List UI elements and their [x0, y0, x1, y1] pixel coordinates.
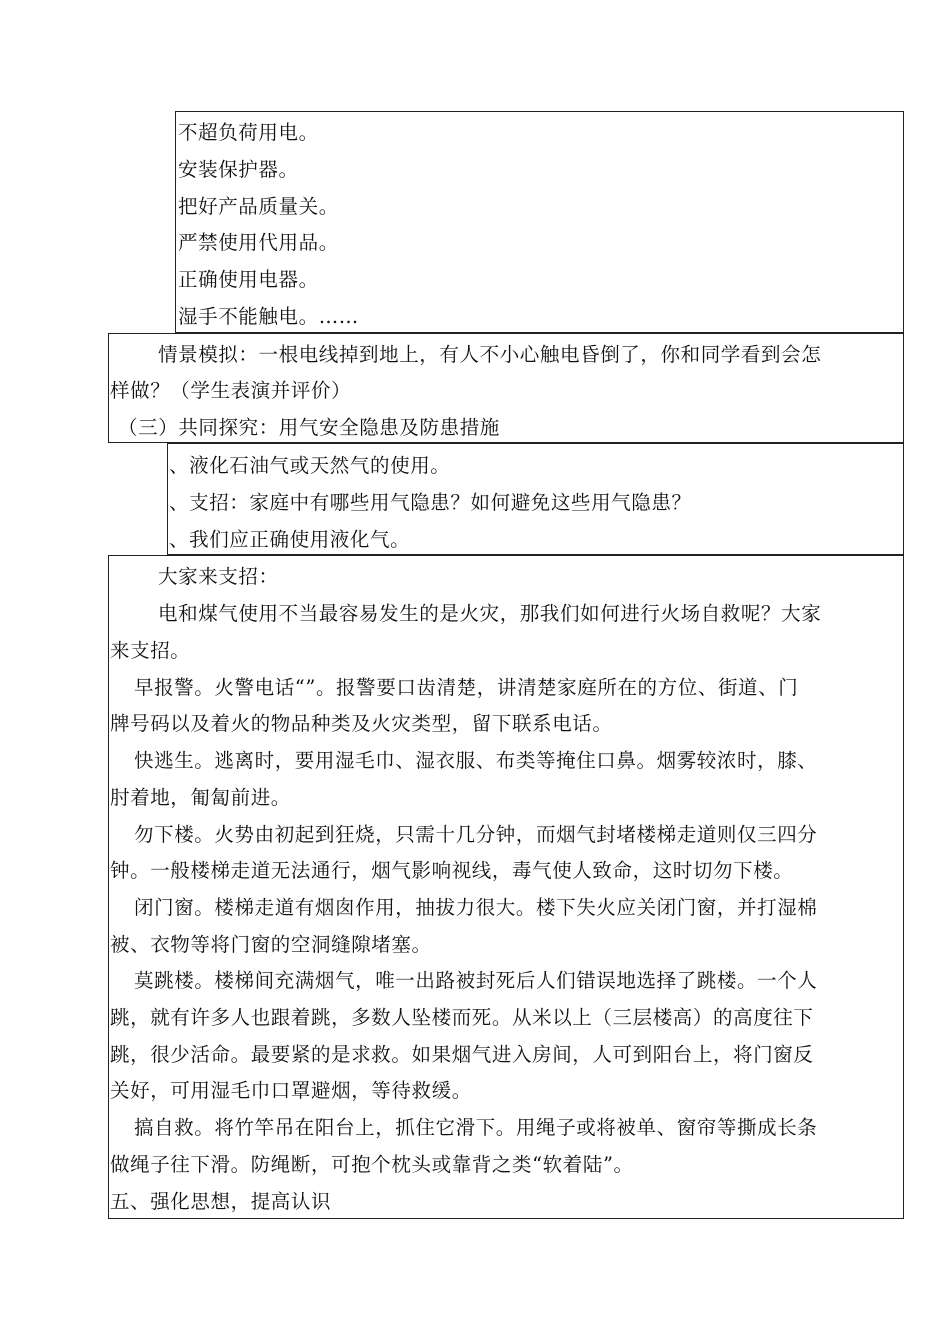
fire-line: 钟。一般楼梯走道无法通行，烟气影响视线，毒气使人致命，这时切勿下楼。 [110, 859, 794, 882]
fire-line: 肘着地，匍匐前进。 [110, 786, 291, 809]
fire-line: 做绳子往下滑。防绳断，可抱个枕头或靠背之类“软着陆”。 [110, 1153, 634, 1176]
fire-line: 快逃生。逃离时，要用湿毛巾、湿衣服、布类等掩住口鼻。烟雾较浓时，膝、 [134, 749, 818, 772]
measure-line: 不超负荷用电。 [178, 121, 319, 144]
gas-line: 、液化石油气或天然气的使用。 [169, 454, 451, 477]
scenario-line: 样做？（学生表演并评价） [110, 379, 352, 402]
fire-line: 勿下楼。火势由初起到狂烧，只需十几分钟，而烟气封堵楼梯走道则仅三四分 [134, 823, 818, 846]
scenario-line: 情景模拟：一根电线掉到地上，有人不小心触电昏倒了，你和同学看到会怎 [158, 343, 822, 366]
measure-line: 把好产品质量关。 [178, 195, 339, 218]
fire-line: 闭门窗。楼梯走道有烟囱作用，抽拔力很大。楼下失火应关闭门窗，并打湿棉 [134, 896, 818, 919]
fire-line: 来支招。 [110, 639, 191, 662]
measure-line: 湿手不能触电。…… [178, 305, 359, 328]
measure-line: 正确使用电器。 [178, 268, 319, 291]
section-heading: 五、强化思想，提高认识 [110, 1190, 332, 1213]
fire-line: 早报警。火警电话“”。报警要口齿清楚，讲清楚家庭所在的方位、街道、门 [134, 676, 799, 699]
fire-line: 电和煤气使用不当最容易发生的是火灾，那我们如何进行火场自救呢？大家 [158, 602, 822, 625]
fire-line: 关好，可用湿毛巾口罩避烟，等待救缓。 [110, 1079, 472, 1102]
gas-line: 、我们应正确使用液化气。 [169, 528, 411, 551]
measure-line: 安装保护器。 [178, 158, 299, 181]
fire-line: 搞自救。将竹竿吊在阳台上，抓住它滑下。用绳子或将被单、窗帘等撕成长条 [134, 1116, 818, 1139]
gas-line: 、支招：家庭中有哪些用气隐患？如何避免这些用气隐患？ [169, 491, 692, 514]
fire-line: 被、衣物等将门窗的空洞缝隙堵塞。 [110, 933, 432, 956]
fire-line: 牌号码以及着火的物品种类及火灾类型，留下联系电话。 [110, 712, 613, 735]
section-heading: （三）共同探究：用气安全隐患及防患措施 [118, 416, 500, 439]
fire-line: 跳，就有许多人也跟着跳，多数人坠楼而死。从米以上（三层楼高）的高度往下 [110, 1006, 814, 1029]
fire-line: 莫跳楼。楼梯间充满烟气，唯一出路被封死后人们错误地选择了跳楼。一个人 [134, 969, 818, 992]
measure-line: 严禁使用代用品。 [178, 231, 339, 254]
fire-heading: 大家来支招： [158, 565, 279, 588]
fire-line: 跳，很少活命。最要紧的是求救。如果烟气进入房间，人可到阳台上，将门窗反 [110, 1043, 814, 1066]
